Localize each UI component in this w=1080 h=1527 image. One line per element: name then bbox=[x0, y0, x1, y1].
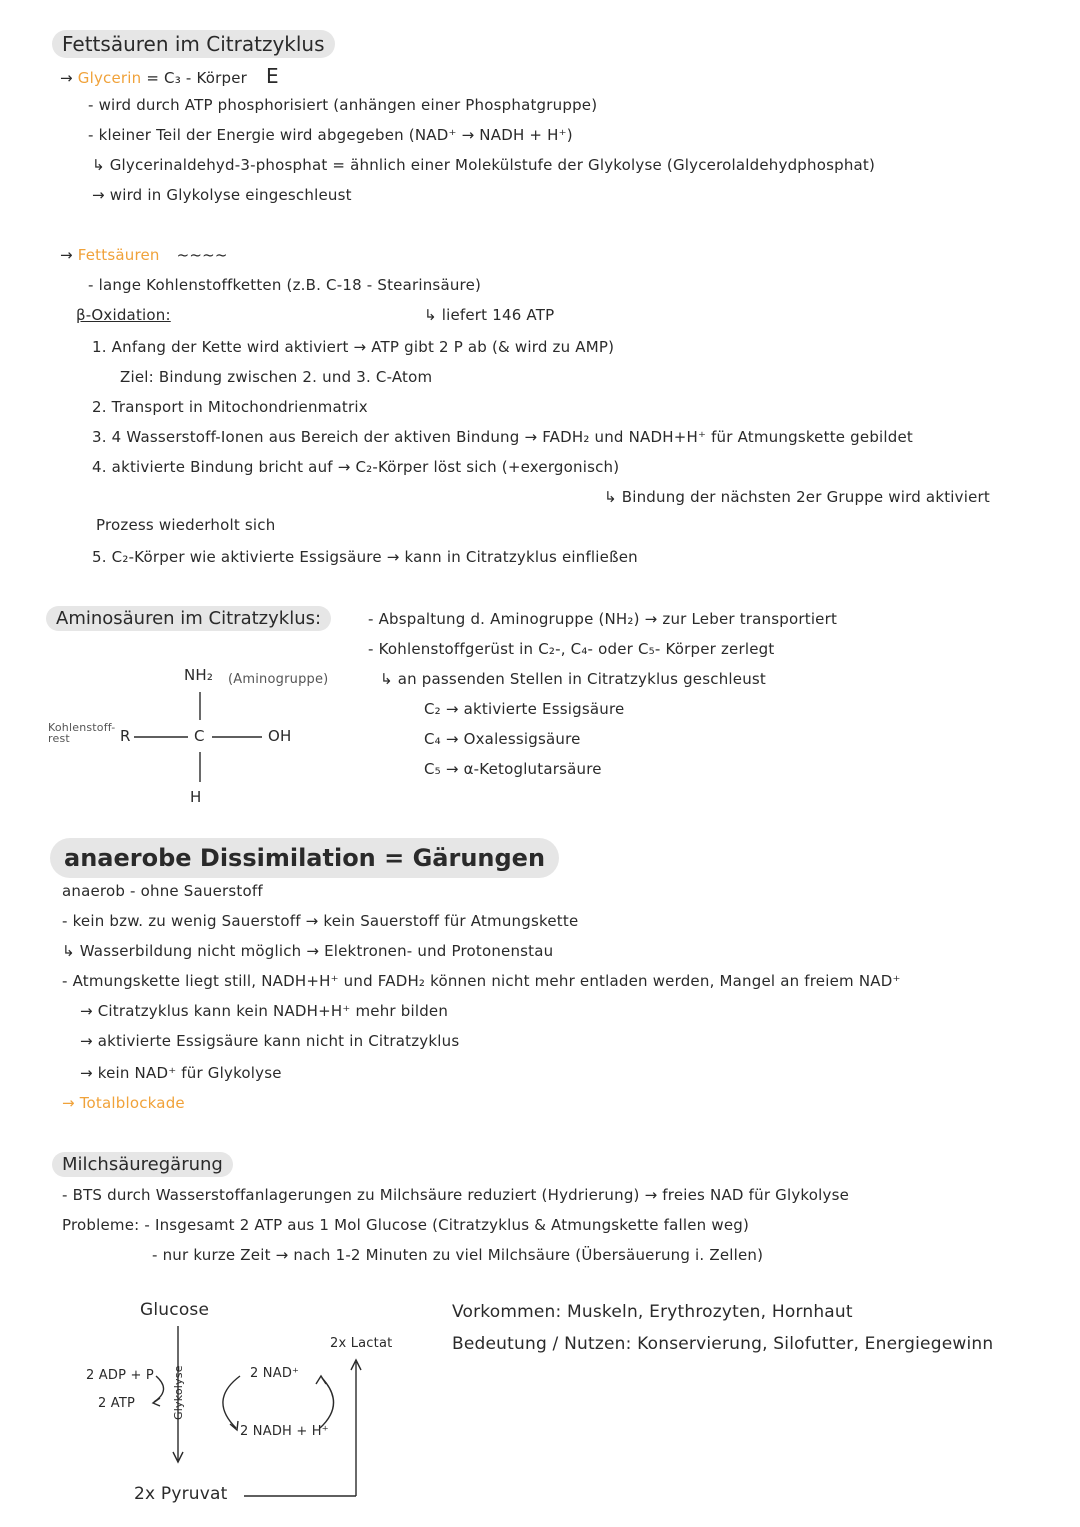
beta-step-5: 5. C₂-Körper wie aktivierte Essigsäure → kann in Citratzyklus einfließen bbox=[92, 548, 638, 566]
amino-point-3: ↳ an passenden Stellen in Citratzyklus geschleust bbox=[380, 670, 766, 688]
struct-rest-label: Kohlenstoff- rest bbox=[48, 721, 116, 745]
amino-c5: C₅ → α-Ketoglutarsäure bbox=[424, 760, 602, 778]
milch-line-2: Probleme: - Insgesamt 2 ATP aus 1 Mol Glucose (Citratzyklus & Atmungskette fallen weg) bbox=[62, 1216, 750, 1234]
struct-oh: OH bbox=[268, 727, 292, 745]
liefert-atp: ↳ liefert 146 ATP bbox=[424, 306, 555, 324]
diagram-glucose: Glucose bbox=[140, 1300, 210, 1320]
vorkommen: Vorkommen: Muskeln, Erythrozyten, Hornhaut bbox=[452, 1302, 853, 1322]
nad-curve-left bbox=[223, 1376, 240, 1428]
beta-step-1-goal: Ziel: Bindung zwischen 2. und 3. C-Atom bbox=[120, 368, 433, 386]
section-title-fettsaeuren: Fettsäuren im Citratzyklus bbox=[52, 30, 335, 58]
glycerin-text: = C₃ - Körper bbox=[146, 69, 248, 87]
diagram-adp: 2 ADP + P bbox=[86, 1368, 154, 1383]
diagram-laktat: 2x Lactat bbox=[330, 1336, 393, 1351]
adp-atp-head bbox=[153, 1398, 160, 1406]
beta-oxidation-title: β-Oxidation: bbox=[76, 306, 171, 324]
anaerob-line-2: - kein bzw. zu wenig Sauerstoff → kein Sauerstoff für Atmungskette bbox=[62, 912, 579, 930]
anaerob-line-5: → Citratzyklus kann kein NADH+H⁺ mehr bilden bbox=[80, 1002, 449, 1020]
wave-decoration: ~~~~ bbox=[176, 246, 228, 264]
glycerin-point-3: ↳ Glycerinaldehyd-3-phosphat = ähnlich einer Molekülstufe der Glykolyse (Glycerolaldehydphosphat) bbox=[92, 156, 876, 174]
beta-step-4: 4. aktivierte Bindung bricht auf → C₂-Körper löst sich (+exergonisch) bbox=[92, 458, 620, 476]
diagram-nad: 2 NAD⁺ bbox=[250, 1366, 300, 1381]
section-title-anaerob: anaerobe Dissimilation = Gärungen bbox=[50, 838, 559, 878]
totalblockade: → Totalblockade bbox=[62, 1094, 185, 1112]
anaerob-line-1: anaerob - ohne Sauerstoff bbox=[62, 882, 263, 900]
milch-line-3: - nur kurze Zeit → nach 1-2 Minuten zu viel Milchsäure (Übersäuerung i. Zellen) bbox=[152, 1246, 764, 1264]
amino-c4: C₄ → Oxalessigsäure bbox=[424, 730, 581, 748]
beta-step-3: 3. 4 Wasserstoff-Ionen aus Bereich der aktiven Bindung → FADH₂ und NADH+H⁺ für Atmungskette gebildet bbox=[92, 428, 914, 446]
prozess-wiederholt: Prozess wiederholt sich bbox=[96, 516, 276, 534]
anaerob-line-7: → kein NAD⁺ für Glykolyse bbox=[80, 1064, 282, 1082]
bedeutung: Bedeutung / Nutzen: Konservierung, Silofutter, Energiegewinn bbox=[452, 1334, 994, 1354]
beta-step-4-sub: ↳ Bindung der nächsten 2er Gruppe wird aktiviert bbox=[604, 488, 990, 506]
amino-c2: C₂ → aktivierte Essigsäure bbox=[424, 700, 625, 718]
amino-point-2: - Kohlenstoffgerüst in C₂-, C₄- oder C₅- Körper zerlegt bbox=[368, 640, 775, 658]
fettsaeuren-label: Fettsäuren bbox=[77, 246, 160, 264]
diagram-glykolyse: Glykolyse bbox=[172, 1365, 185, 1420]
fettsaeuren-point-1: - lange Kohlenstoffketten (z.B. C-18 - Stearinsäure) bbox=[88, 276, 482, 294]
anaerob-line-6: → aktivierte Essigsäure kann nicht in Citratzyklus bbox=[80, 1032, 460, 1050]
nad-curve-right bbox=[320, 1378, 334, 1428]
diagram-pyruvat: 2x Pyruvat bbox=[134, 1484, 228, 1504]
glycerin-point-4: → wird in Glykolyse eingeschleust bbox=[92, 186, 352, 204]
section-title-milchsaeure: Milchsäuregärung bbox=[52, 1152, 233, 1177]
struct-h: H bbox=[190, 788, 202, 806]
milch-line-1: - BTS durch Wasserstoffanlagerungen zu Milchsäure reduziert (Hydrierung) → freies NAD für Glykolyse bbox=[62, 1186, 850, 1204]
struct-r: R bbox=[120, 727, 131, 745]
energy-symbol: E bbox=[266, 64, 279, 88]
struct-c: C bbox=[194, 727, 205, 745]
amino-point-1: - Abspaltung d. Aminogruppe (NH₂) → zur Leber transportiert bbox=[368, 610, 838, 628]
diagram-atp: 2 ATP bbox=[98, 1396, 136, 1411]
beta-step-2: 2. Transport in Mitochondrienmatrix bbox=[92, 398, 368, 416]
glycerin-point-1: - wird durch ATP phosphorisiert (anhängen einer Phosphatgruppe) bbox=[88, 96, 598, 114]
arrow-glyph: → bbox=[60, 69, 73, 87]
glycerin-label: Glycerin bbox=[77, 69, 142, 87]
anaerob-line-4: - Atmungskette liegt still, NADH+H⁺ und FADH₂ können nicht mehr entladen werden, Mangel an freiem NAD⁺ bbox=[62, 972, 901, 990]
diagram-nadh: 2 NADH + H⁺ bbox=[240, 1424, 329, 1439]
glycerin-point-2: - kleiner Teil der Energie wird abgegeben (NAD⁺ → NADH + H⁺) bbox=[88, 126, 573, 144]
anaerob-line-3: ↳ Wasserbildung nicht möglich → Elektronen- und Protonenstau bbox=[62, 942, 554, 960]
arrow-glyph: → bbox=[60, 246, 73, 264]
beta-step-1: 1. Anfang der Kette wird aktiviert → ATP gibt 2 P ab (& wird zu AMP) bbox=[92, 338, 615, 356]
struct-nh2: NH₂ bbox=[184, 666, 214, 684]
struct-amino-label: (Aminogruppe) bbox=[228, 672, 329, 687]
section-title-aminosaeuren: Aminosäuren im Citratzyklus: bbox=[46, 606, 331, 631]
